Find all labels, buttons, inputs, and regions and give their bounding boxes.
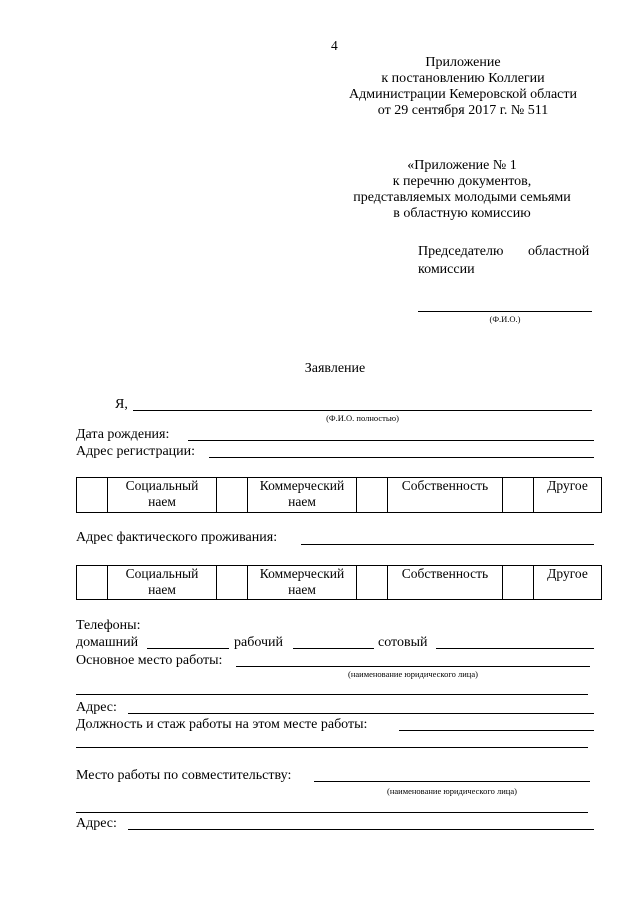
page-title: Заявление: [304, 361, 366, 376]
position-field-continued[interactable]: [76, 747, 588, 748]
part-time-address-field[interactable]: [128, 829, 594, 830]
housing-option-label: Социальный наем: [108, 566, 217, 600]
housing-checkbox-social[interactable]: [77, 478, 108, 513]
phones-label: Телефоны:: [76, 618, 141, 633]
position-label: Должность и стаж работы на этом месте работы:: [76, 717, 368, 732]
actual-housing-checkbox-other[interactable]: [503, 566, 534, 600]
annex-line: в областную комиссию: [393, 206, 531, 221]
header-line: от 29 сентября 2017 г. № 511: [377, 103, 549, 118]
reg-address-label: Адрес регистрации:: [76, 444, 196, 459]
header-line: Приложение: [425, 55, 501, 70]
work-address-field[interactable]: [128, 713, 594, 714]
fio-caption: (Ф.И.О.): [489, 314, 521, 324]
part-time-work-field[interactable]: [314, 781, 590, 782]
actual-housing-checkbox-ownership[interactable]: [357, 566, 388, 600]
header-line: Администрации Кемеровской области: [349, 87, 577, 102]
mobile-phone-label: сотовый: [378, 635, 428, 650]
work-phone-field[interactable]: [293, 648, 374, 649]
fio-full-caption: (Ф.И.О. полностью): [326, 413, 399, 423]
housing-option-label: Коммерческий наем: [248, 566, 357, 600]
housing-checkbox-commercial[interactable]: [217, 478, 248, 513]
reg-address-field[interactable]: [209, 457, 594, 458]
birth-date-label: Дата рождения:: [76, 427, 170, 442]
housing-option-label: Собственность: [388, 566, 503, 600]
housing-option-label: Другое: [534, 478, 602, 513]
page-number: 4: [331, 38, 338, 53]
work-address-label: Адрес:: [76, 700, 117, 715]
main-work-field-continued[interactable]: [76, 694, 588, 695]
home-phone-field[interactable]: [147, 648, 229, 649]
actual-address-field[interactable]: [301, 544, 594, 545]
addressee-line2: комиссии: [418, 262, 475, 277]
addressee-word1: Председателю: [418, 244, 504, 259]
part-time-work-field-continued[interactable]: [76, 812, 588, 813]
housing-option-label: Собственность: [388, 478, 503, 513]
header-line: к постановлению Коллегии: [381, 71, 545, 86]
home-phone-label: домашний: [76, 635, 139, 650]
housing-option-label: Коммерческий наем: [248, 478, 357, 513]
legal-entity-caption: (наименование юридического лица): [348, 669, 478, 679]
mobile-phone-field[interactable]: [436, 648, 594, 649]
work-phone-label: рабочий: [234, 635, 283, 650]
birth-date-field[interactable]: [188, 440, 594, 441]
housing-option-label: Другое: [534, 566, 602, 600]
annex-reference: [330, 158, 594, 222]
addressee-fio-field[interactable]: [418, 311, 592, 312]
annex-line: «Приложение № 1: [407, 158, 517, 173]
part-time-address-label: Адрес:: [76, 816, 117, 831]
document-header: [330, 55, 596, 119]
actual-housing-checkbox-commercial[interactable]: [217, 566, 248, 600]
addressee-word2: областной: [528, 244, 590, 259]
position-field[interactable]: [399, 730, 594, 731]
legal-entity-caption-2: (наименование юридического лица): [387, 786, 517, 796]
part-time-work-label: Место работы по совместительству:: [76, 768, 292, 783]
fio-full-field[interactable]: [133, 410, 592, 411]
actual-address-label: Адрес фактического проживания:: [76, 530, 278, 545]
main-work-field[interactable]: [236, 666, 590, 667]
actual-housing-type-table: [76, 565, 602, 600]
housing-type-table: [76, 477, 602, 513]
housing-checkbox-other[interactable]: [503, 478, 534, 513]
housing-checkbox-ownership[interactable]: [357, 478, 388, 513]
actual-housing-checkbox-social[interactable]: [77, 566, 108, 600]
annex-line: к перечню документов,: [392, 174, 532, 189]
main-work-label: Основное место работы:: [76, 653, 223, 668]
i-label: Я,: [115, 397, 128, 412]
housing-option-label: Социальный наем: [108, 478, 217, 513]
annex-line: представляемых молодыми семьями: [353, 190, 571, 205]
